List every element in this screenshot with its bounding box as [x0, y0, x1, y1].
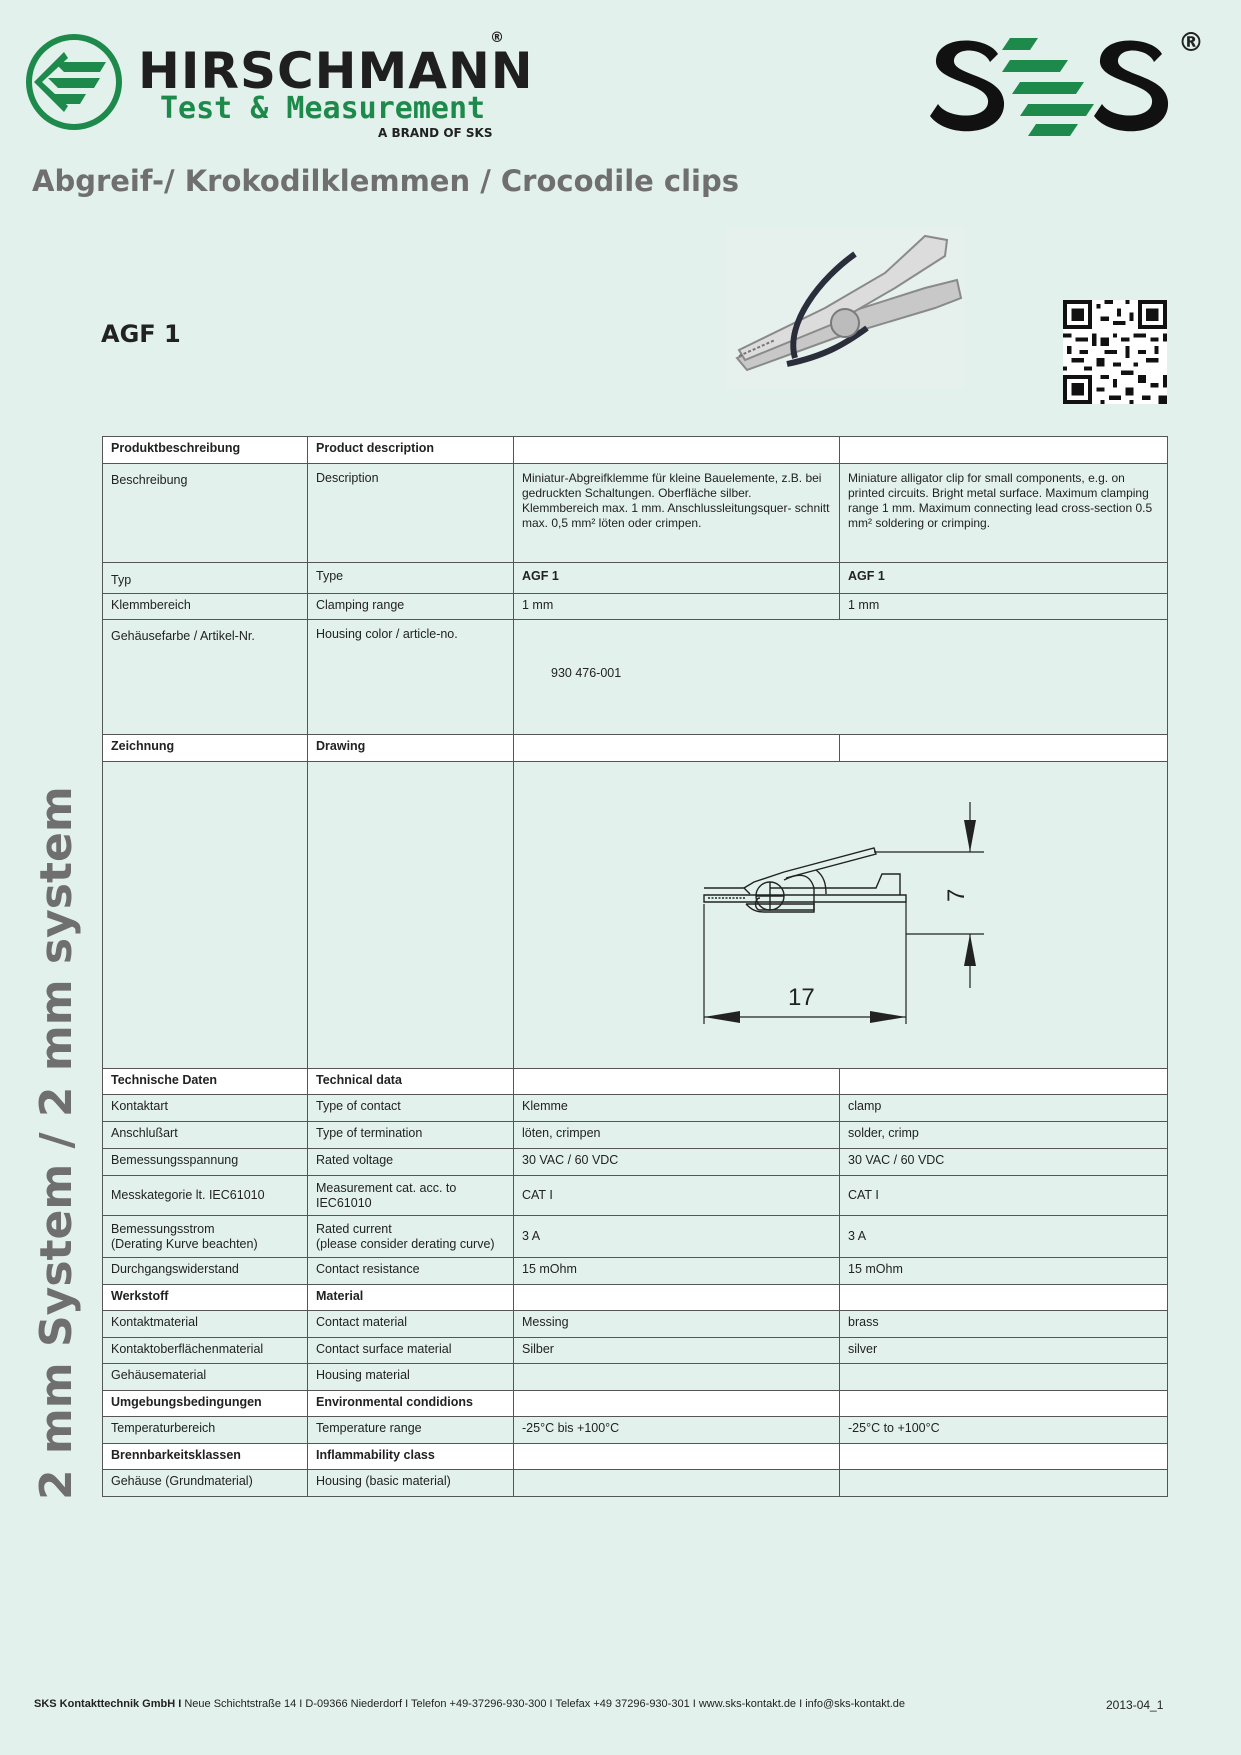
row-termination [103, 1122, 1168, 1149]
cell-value-en: 1 mm [840, 594, 1168, 620]
article-number: 930 476-001 [514, 620, 1168, 735]
cell-label-en: Drawing [308, 735, 514, 762]
crocodile-clip-photo [725, 228, 965, 388]
cell-label-en: Product description [308, 437, 514, 464]
cell-label-de: Klemmbereich [103, 594, 308, 620]
cell-label-en: Type [308, 563, 514, 594]
description-de: Miniatur-Abgreifklemme für kleine Bauelemente, z.B. bei gedruckten Schaltungen. Oberfläche silber. Klemmbereich max. 1 mm. Anschlussleitungsquer- schnitt max. 0,5 mm² löten oder crimpen. [514, 464, 840, 563]
cell-value-de: Klemme [514, 1095, 840, 1122]
hirschmann-brand-line: A BRAND OF SKS [378, 126, 493, 140]
row-drawing [103, 762, 1168, 1069]
cell-label-de: Brennbarkeitsklassen [103, 1444, 308, 1470]
cell-value-en: 30 VAC / 60 VDC [840, 1149, 1168, 1176]
cell-value-de: 30 VAC / 60 VDC [514, 1149, 840, 1176]
hirschmann-logo [20, 26, 534, 146]
section-technical [103, 1069, 1168, 1095]
sks-logo-mark-icon [928, 24, 1178, 144]
qr-code-icon [1063, 300, 1167, 404]
cell-label-de [103, 1216, 308, 1258]
row-type [103, 563, 1168, 594]
cell-value-de: Messing [514, 1311, 840, 1338]
hirschmann-name: HIRSCHMANN [138, 42, 534, 100]
cell-label-de: Kontaktart [103, 1095, 308, 1122]
cell-value-de: löten, crimpen [514, 1122, 840, 1149]
cell-label-de: Umgebungsbedingungen [103, 1391, 308, 1417]
cell-value-en: silver [840, 1338, 1168, 1364]
row-contact-resistance [103, 1258, 1168, 1285]
cell-label-en: Contact surface material [308, 1338, 514, 1364]
cell-value-en: AGF 1 [840, 563, 1168, 594]
footer [34, 1698, 905, 1710]
cell-value-de: -25°C bis +100°C [514, 1417, 840, 1444]
cell-value-de: Silber [514, 1338, 840, 1364]
cell-value-de: 1 mm [514, 594, 840, 620]
row-housing-material [103, 1364, 1168, 1391]
cell-label-de: Anschlußart [103, 1122, 308, 1149]
footer-address: Neue Schichtstraße 14 I D-09366 Niederdorf I Telefon +49-37296-930-300 I Telefax +49 37296-930-301 I www.sks-kontakt.de I info@sks-kontakt.de [184, 1698, 906, 1710]
row-rated-voltage [103, 1149, 1168, 1176]
row-clamping-range [103, 594, 1168, 620]
cell-label-en [308, 1216, 514, 1258]
cell-value-en: CAT I [840, 1176, 1168, 1216]
row-housing-color [103, 620, 1168, 735]
row-surface-material [103, 1338, 1168, 1364]
cell-label-en: Technical data [308, 1069, 514, 1095]
cell-label-en: Contact resistance [308, 1258, 514, 1285]
row-measurement-category [103, 1176, 1168, 1216]
cell-value-de: AGF 1 [514, 563, 840, 594]
cell-label-de: Kontaktoberflächenmaterial [103, 1338, 308, 1364]
cell-label-de: Zeichnung [103, 735, 308, 762]
hirschmann-tagline: Test & Measurement [160, 91, 486, 126]
cell-label-en: Housing material [308, 1364, 514, 1391]
cell-value-en: 3 A [840, 1216, 1168, 1258]
rated-current-note-de: (Derating Kurve beachten) [111, 1236, 258, 1251]
cell-label-de: Typ [103, 563, 308, 594]
row-contact-material [103, 1311, 1168, 1338]
description-en: Miniature alligator clip for small components, e.g. on printed circuits. Bright metal surface. Maximum clamping range 1 mm. Maximum connecting lead cross-section 0.5 mm² soldering or crimping. [840, 464, 1168, 563]
cell-value-en: solder, crimp [840, 1122, 1168, 1149]
cell-label-en: Housing (basic material) [308, 1470, 514, 1497]
dimension-height-label: 7 [943, 888, 970, 902]
cell-label-de: Durchgangswiderstand [103, 1258, 308, 1285]
cell-value-en: brass [840, 1311, 1168, 1338]
product-code: AGF 1 [101, 320, 181, 348]
row-temperature [103, 1417, 1168, 1444]
cell-value-de: 15 mOhm [514, 1258, 840, 1285]
footer-company: SKS Kontakttechnik GmbH I [34, 1698, 182, 1710]
cell-label-de: Bemessungsspannung [103, 1149, 308, 1176]
cell-label-en: Housing color / article-no. [308, 620, 514, 735]
sks-logo [928, 24, 1218, 144]
row-rated-current [103, 1216, 1168, 1258]
section-flammability [103, 1444, 1168, 1470]
cell-value-de: 3 A [514, 1216, 840, 1258]
cell-label-de: Gehäusematerial [103, 1364, 308, 1391]
cell-value-en: clamp [840, 1095, 1168, 1122]
cell-label-en: Material [308, 1285, 514, 1311]
cell-label-de: Technische Daten [103, 1069, 308, 1095]
cell-label-en: Type of contact [308, 1095, 514, 1122]
cell-label-en: Inflammability class [308, 1444, 514, 1470]
hirschmann-circle-icon [24, 32, 124, 132]
cell-label-de: Kontaktmaterial [103, 1311, 308, 1338]
cell-value-de: CAT I [514, 1176, 840, 1216]
cell-label-en: Temperature range [308, 1417, 514, 1444]
cell-label-en: Rated voltage [308, 1149, 514, 1176]
cell-label-de: Produktbeschreibung [103, 437, 308, 464]
cell-label-en: Clamping range [308, 594, 514, 620]
cell-value-en: 15 mOhm [840, 1258, 1168, 1285]
rated-current-note-en: (please consider derating curve) [316, 1236, 495, 1251]
dimension-length-label: 17 [788, 984, 815, 1011]
sks-registered-mark: ® [1178, 28, 1204, 58]
side-label: 2 mm System / 2 mm system [31, 786, 82, 1500]
rated-current-label-de: Bemessungsstrom [111, 1221, 215, 1236]
cell-label-de: Gehäuse (Grundmaterial) [103, 1470, 308, 1497]
section-material [103, 1285, 1168, 1311]
cell-label-en: Environmental condidions [308, 1391, 514, 1417]
cell-label-en: Contact material [308, 1311, 514, 1338]
cell-label-de: Messkategorie lt. IEC61010 [103, 1176, 308, 1216]
page-title: Abgreif-/ Krokodilklemmen / Crocodile clips [32, 164, 740, 198]
section-product [103, 437, 1168, 464]
spec-table [102, 436, 1168, 1497]
cell-value-en: -25°C to +100°C [840, 1417, 1168, 1444]
cell-label-en: Type of termination [308, 1122, 514, 1149]
row-housing-basic [103, 1470, 1168, 1497]
rated-current-label-en: Rated current [316, 1221, 392, 1236]
hirschmann-registered-mark: ® [490, 30, 504, 46]
row-description [103, 464, 1168, 563]
section-drawing [103, 735, 1168, 762]
cell-label-de: Gehäusefarbe / Artikel-Nr. [103, 620, 308, 735]
row-contact-type [103, 1095, 1168, 1122]
technical-drawing [514, 762, 1168, 1069]
cell-label-de: Werkstoff [103, 1285, 308, 1311]
cell-label-en: Measurement cat. acc. to IEC61010 [308, 1176, 514, 1216]
footer-date: 2013-04_1 [1106, 1698, 1164, 1712]
cell-label-de: Beschreibung [103, 464, 308, 563]
section-environment [103, 1391, 1168, 1417]
cell-label-de: Temperaturbereich [103, 1417, 308, 1444]
cell-label-en: Description [308, 464, 514, 563]
